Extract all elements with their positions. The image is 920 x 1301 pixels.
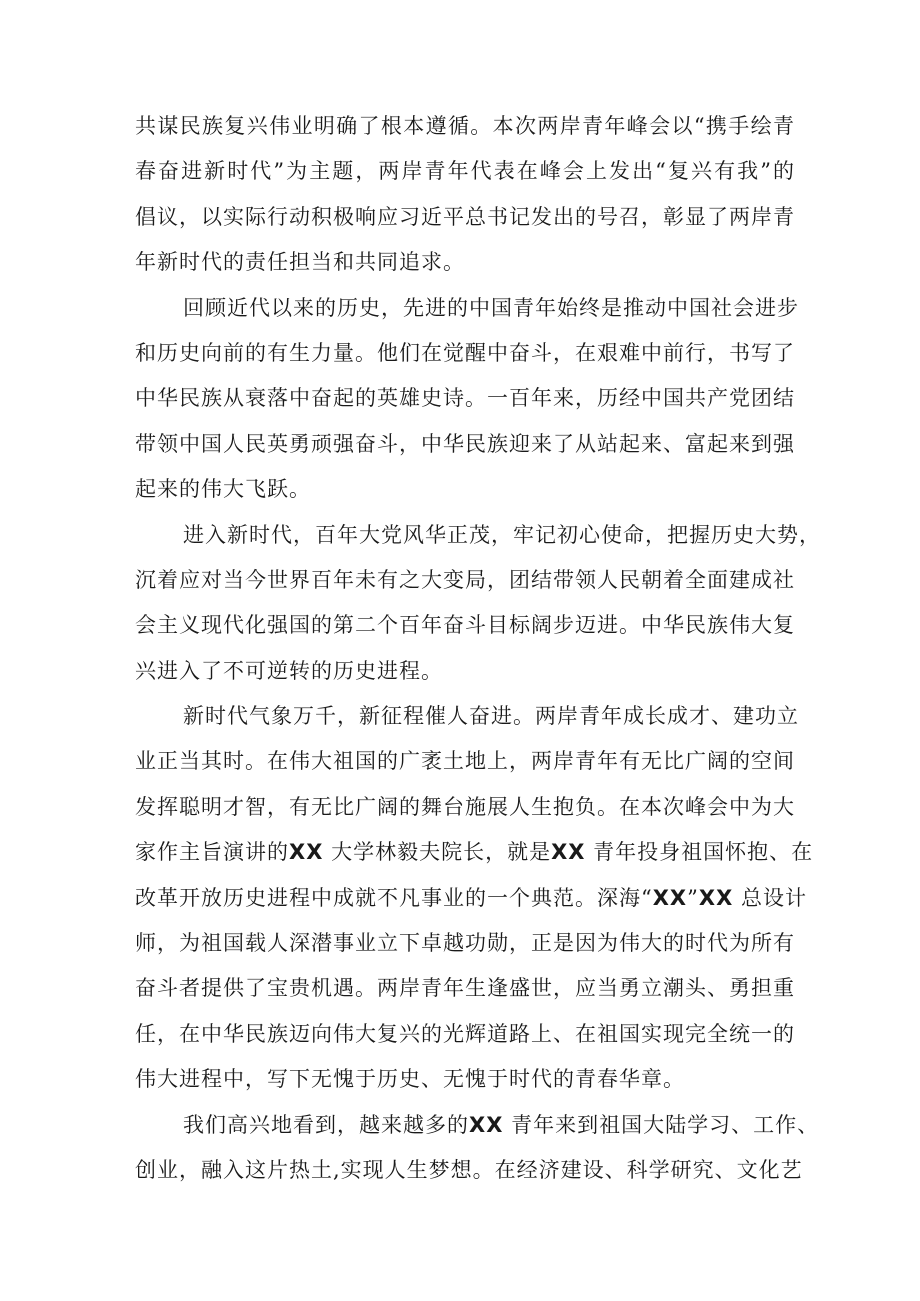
text-segment: 总设计 bbox=[740, 885, 807, 910]
text-segment: 家作主旨演讲的 bbox=[135, 840, 289, 865]
text-line: 沉着应对当今世界百年未有之大变局，团结带领人民朝着全面建成社 bbox=[135, 567, 795, 592]
text-line: 创业，融入这片热土,实现人生梦想。在经济建设、科学研究、文化艺 bbox=[135, 1157, 803, 1182]
text-line: 共谋民族复兴伟业明确了根本遵循。本次两岸青年峰会以“携手绘青 bbox=[135, 114, 795, 138]
text-segment: 大学林毅夫院长，就是 bbox=[331, 840, 552, 865]
text-line: 师，为祖国载人深潜事业立下卓越功勋，正是因为伟大的时代为所有 bbox=[135, 931, 795, 956]
text-segment: 我们高兴地看到，越来越多的 bbox=[183, 1112, 469, 1137]
text-line: 中华民族从衰落中奋起的英雄史诗。一百年来，历经中国共产党团结 bbox=[135, 386, 795, 411]
text-line: 和历史向前的有生力量。他们在觉醒中奋斗，在艰难中前行，书写了 bbox=[135, 340, 795, 365]
text-segment: 青年投身祖国怀抱、在 bbox=[593, 840, 814, 865]
paragraph-5 bbox=[135, 1103, 820, 1194]
text-line: 年新时代的责任担当和共同追求。 bbox=[135, 250, 465, 275]
paragraph-2 bbox=[135, 286, 799, 513]
paragraph-1 bbox=[135, 104, 795, 286]
redacted-placeholder: XX bbox=[652, 885, 688, 910]
redacted-placeholder: XX bbox=[289, 840, 324, 865]
text-line: 带领中国人民英勇顽强奋斗，中华民族迎来了从站起来、富起来到强 bbox=[135, 431, 795, 456]
text-line: 新时代气象万千，新征程催人奋进。两岸青年成长成才、建功立 bbox=[183, 704, 799, 729]
document-body bbox=[135, 104, 821, 1193]
text-line: 业正当其时。在伟大祖国的广袤土地上，两岸青年有无比广阔的空间 bbox=[135, 749, 795, 774]
text-segment: 改革开放历史进程中成就不凡事业的一个典范。深海“ bbox=[135, 885, 653, 910]
text-line: 会主义现代化强国的第二个百年奋斗目标阔步迈进。中华民族伟大复 bbox=[135, 613, 795, 638]
text-line: 兴进入了不可逆转的历史进程。 bbox=[135, 658, 443, 683]
text-line: 伟大进程中，写下无愧于历史、无愧于时代的青春华章。 bbox=[135, 1067, 685, 1092]
text-line: 倡议，以实际行动积极响应习近平总书记发出的号召，彰显了两岸青 bbox=[135, 204, 795, 229]
text-segment: 青年来到祖国大陆学习、工作、 bbox=[511, 1112, 820, 1137]
text-line: 起来的伟大飞跃。 bbox=[135, 477, 311, 502]
text-line: 任，在中华民族迈向伟大复兴的光辉道路上、在祖国实现完全统一的 bbox=[135, 1021, 795, 1046]
text-line: 进入新时代，百年大党风华正茂，牢记初心使命，把握历史大势， bbox=[183, 522, 821, 547]
text-line: 奋斗者提供了宝贵机遇。两岸青年生逢盛世，应当勇立潮头、勇担重 bbox=[135, 976, 795, 1001]
text-line bbox=[135, 830, 814, 875]
paragraph-4 bbox=[135, 694, 814, 1103]
text-line bbox=[135, 1103, 820, 1148]
text-line: 回顾近代以来的历史，先进的中国青年始终是推动中国社会进步 bbox=[183, 295, 799, 320]
redacted-placeholder: XX bbox=[698, 885, 734, 910]
redacted-placeholder: XX bbox=[551, 840, 586, 865]
text-segment: ” bbox=[687, 885, 699, 910]
text-line: 发挥聪明才智，有无比广阔的舞台施展人生抱负。在本次峰会中为大 bbox=[135, 794, 795, 819]
paragraph-3 bbox=[135, 513, 821, 695]
text-line: 春奋进新时代”为主题，两岸青年代表在峰会上发出“复兴有我”的 bbox=[135, 159, 795, 184]
text-line bbox=[135, 876, 807, 921]
redacted-placeholder: XX bbox=[469, 1112, 504, 1137]
